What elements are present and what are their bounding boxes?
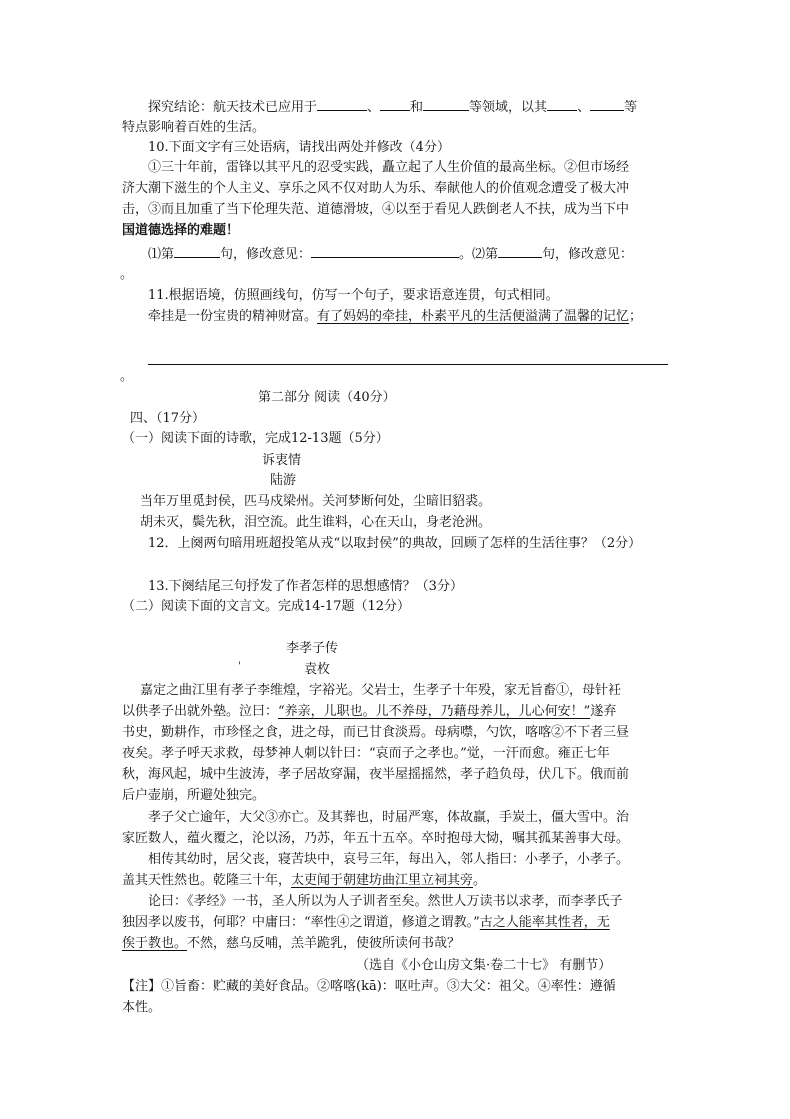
- essay-p3-line-1: 相传其幼时，居父丧，寝苦块中，哀号三年，每出入，邻人指曰：小孝子，小孝子。: [148, 852, 630, 867]
- essay-p1-line-6: 后户壶崩，所避处独完。: [122, 788, 266, 803]
- essay-source: （选自《小仓山房文集·卷二十七》 有删节）: [356, 958, 612, 973]
- essay-underlined: “养亲，儿职也。儿不养母，乃藉母养儿，儿心何安！”: [278, 704, 591, 719]
- sub2-heading: （二）阅读下面的文言文。完成14-17题（12分）: [122, 599, 411, 614]
- blank-field[interactable]: [380, 98, 410, 111]
- explore-mid: 等领域，以其: [469, 100, 548, 115]
- blank-field[interactable]: [590, 98, 624, 111]
- punct: ；: [629, 309, 643, 324]
- essay-text: 以供孝子出就外塾。泣曰：: [122, 704, 279, 719]
- q10-title: 10.下面文字有三处语病，请找出两处并修改（4分）: [148, 140, 450, 155]
- q10-text-1: ①三十年前，雷锋以其平凡的忍受实践，矗立起了人生价值的最高坐标。②但市场经: [148, 160, 630, 175]
- essay-p1-line-4: 夜矣。孝子呼天求救，母梦神人刺以针曰：“哀而子之孝也。”觉，一汗而愈。雍正七年: [122, 746, 610, 761]
- q11-answer-line[interactable]: [148, 364, 668, 365]
- essay-author: 袁枚: [304, 662, 331, 677]
- q11-end: 。: [120, 369, 134, 384]
- essay-p2-line-2: 家匠数人，蕴火覆之，沦以汤，乃苏，年五十五卒。卒时抱母大恸，嘱其孤某善事大母。: [122, 831, 630, 846]
- answer-label: 句，修改意见：: [542, 247, 634, 262]
- q11-title: 11.根据语境，仿照画线句，仿写一个句子，要求语意连贯，句式相同。: [148, 288, 559, 303]
- q11-prompt: [148, 308, 642, 326]
- punct: 。: [473, 873, 487, 888]
- q11-underlined-sentence: 有了妈妈的牵挂，朴素平凡的生活便溢满了温馨的记忆: [317, 309, 630, 324]
- poem-author: 陆游: [270, 473, 297, 488]
- essay-p1-line-1: 嘉定之曲江里有孝子李维煌，字裕光。父岩士，生孝子十年殁，家无旨畜①，母针衽: [140, 683, 622, 698]
- essay-underlined: 俟于教也。: [122, 936, 188, 951]
- essay-title: 李孝子传: [286, 641, 339, 656]
- connector-text: 和: [410, 100, 424, 115]
- blank-field[interactable]: [498, 245, 542, 258]
- explore-line-1: [148, 98, 637, 117]
- essay-p4-line-3: [122, 935, 460, 953]
- poem-line-1: 当年万里觅封侯，匹马戍梁州。关河梦断何处，尘暗旧貂裘。: [140, 494, 492, 509]
- answer-label: 句，修改意见：: [220, 247, 312, 262]
- essay-p4-line-1: 论曰：《孝经》一书，圣人所以为人子训者至矣。然世人万读书以求孝，而李孝氏子: [148, 894, 623, 909]
- essay-mark: ': [238, 661, 241, 672]
- explore-line-2: 特点影响着百姓的生活。: [122, 120, 266, 135]
- essay-p1-line-3: 书史，勤耕作，市珍怪之食，进之母，而已甘食淡焉。母病噤，勺饮，喀喀②不下者三昼: [122, 725, 630, 740]
- q10-answer-line: [148, 245, 633, 264]
- essay-text: 遂弃: [590, 704, 617, 719]
- essay-underlined: 古之人能率其性者，无: [479, 915, 610, 930]
- answer-label: 。⑵第: [459, 247, 499, 262]
- section-4-heading: 四、（17分）: [130, 411, 206, 426]
- blank-field[interactable]: [311, 245, 459, 258]
- explore-prefix: 探究结论：航天技术已应用于: [148, 100, 318, 115]
- explore-etc: 等: [624, 100, 638, 115]
- blank-field[interactable]: [174, 245, 220, 258]
- blank-field[interactable]: [423, 98, 469, 111]
- q13: 13.下阕结尾三句抒发了作者怎样的思想感情？（3分）: [148, 579, 463, 594]
- q11-prefix: 牵挂是一份宝贵的精神财富。: [148, 309, 318, 324]
- q10-answer-end: 。: [120, 267, 134, 282]
- poem-title: 诉衷情: [262, 453, 302, 468]
- q10-text-3: 击，③而且加重了当下伦理失范、道德滑坡，④以至于看见人跌倒老人不扶，成为当下中: [122, 202, 630, 217]
- essay-text: 盖其天性然也。乾隆三十年，: [122, 873, 292, 888]
- essay-text: 不然，慈乌反哺，羔羊跪乳，使彼所读何书哉？: [187, 936, 461, 951]
- essay-p1-line-2: [122, 703, 616, 721]
- essay-p1-line-5: 秋，海风起，城中生波涛，孝子居故穿漏，夜半屋摇摇然，孝子趋负母，伏几下。俄而前: [122, 767, 630, 782]
- essay-underlined: 太吏闻于朝建坊曲江里立祠其旁: [291, 873, 474, 888]
- blank-field[interactable]: [547, 98, 577, 111]
- poem-line-2: 胡未灭，鬓先秋，泪空流。此生谁料，心在天山，身老沧洲。: [140, 515, 492, 530]
- blank-field[interactable]: [317, 98, 367, 111]
- q12: 12．上阕两句暗用班超投笔从戎“以取封侯”的典故，回顾了怎样的生活往事？（2分）: [148, 536, 642, 551]
- essay-text: 独因孝以废书，何耶？中庸曰：“率性④之谓道，修道之谓教。”: [122, 915, 480, 930]
- essay-p2-line-1: 孝子父亡逾年，大父③亦亡。及其葬也，时届严寒，体故羸，手炭土，僵大雪中。治: [148, 810, 630, 825]
- essay-note-1: 【注】①旨畜：贮藏的美好食品。②喀喀(kā)：呕吐声。③大父：祖父。④率性：遵循: [122, 979, 616, 994]
- essay-p3-line-2: [122, 872, 486, 890]
- q10-text-4: 国道德选择的难题！: [122, 223, 240, 238]
- answer-label: ⑴第: [148, 247, 175, 262]
- q10-text-2: 济大潮下滋生的个人主义、享乐之风不仅对助人为乐、奉献他人的价值观念遭受了极大冲: [122, 181, 630, 196]
- essay-p4-line-2: [122, 914, 610, 932]
- punct: 、: [367, 100, 381, 115]
- part2-title: 第二部分 阅读（40分）: [258, 390, 396, 405]
- essay-note-2: 本性。: [122, 1000, 162, 1015]
- sub1-heading: （一）阅读下面的诗歌，完成12-13题（5分）: [122, 431, 389, 446]
- punct: 、: [577, 100, 591, 115]
